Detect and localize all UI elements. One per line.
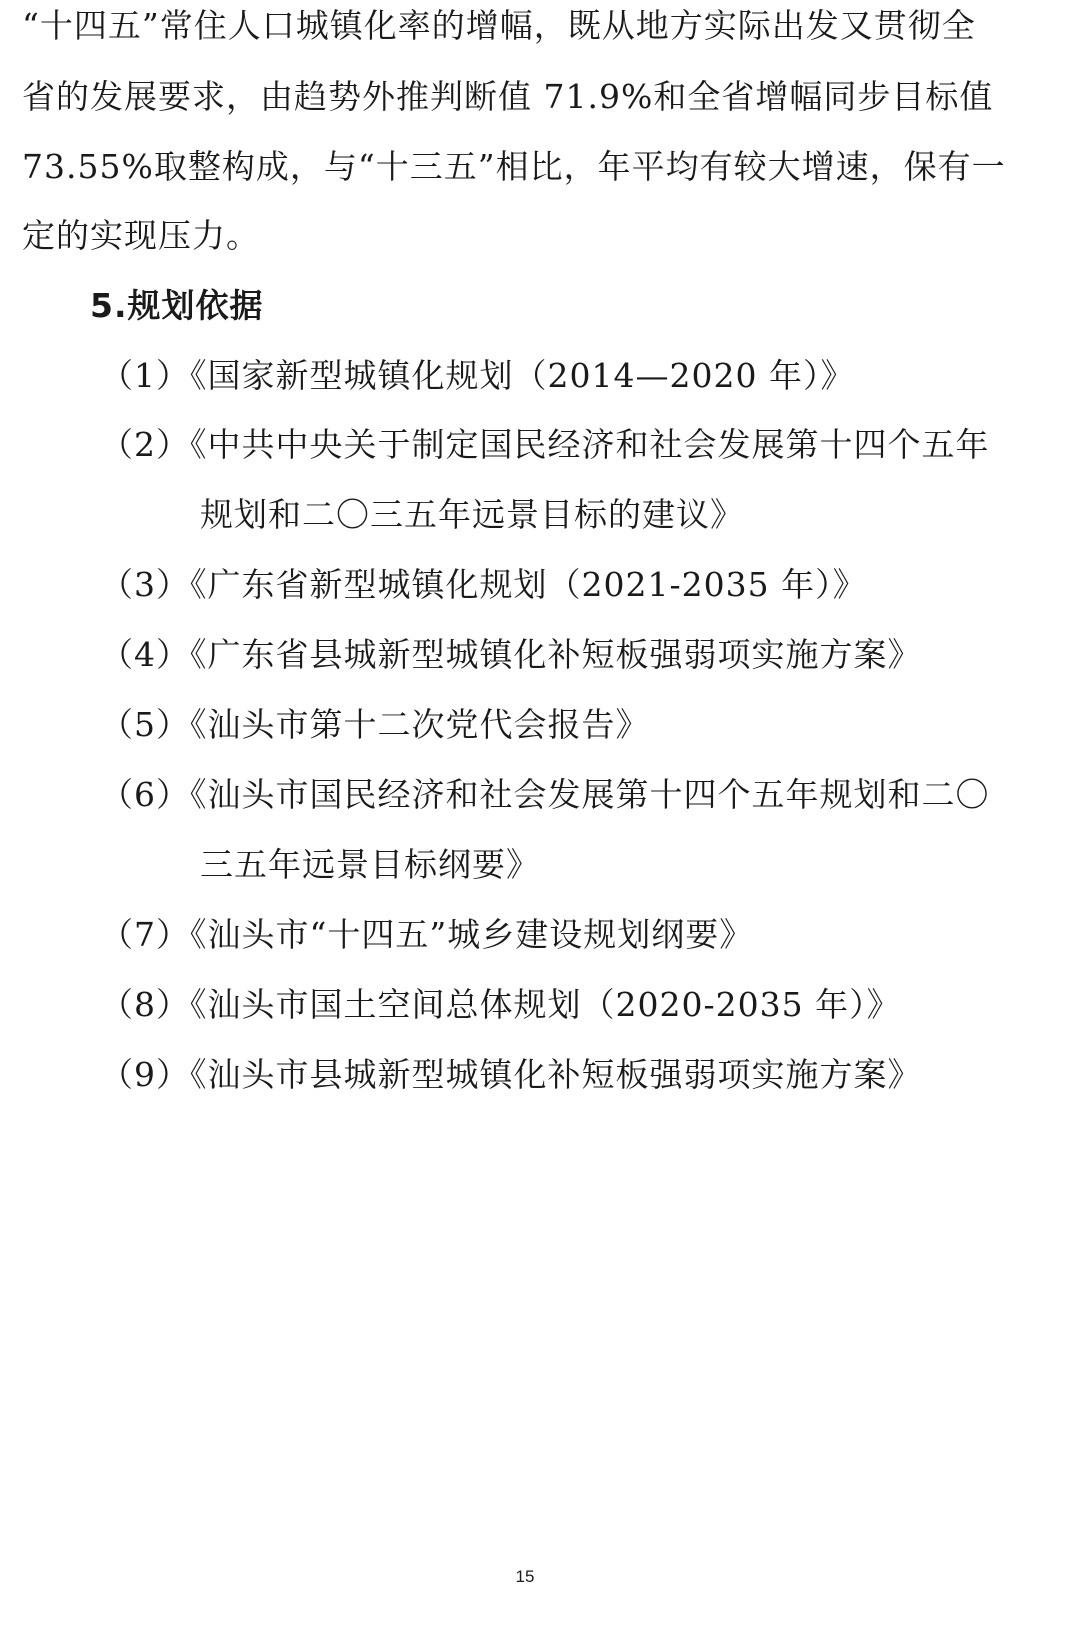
reference-item-1: （1）《国家新型城镇化规划（2014—2020 年）》 [100,356,855,395]
paragraph-line: 73.55%取整构成，与“十三五”相比，年平均有较大增速，保有一 [22,147,1006,186]
reference-item-7: （7）《汕头市“十四五”城乡建设规划纲要》 [100,915,754,954]
reference-item-4: （4）《广东省县城新型城镇化补短板强弱项实施方案》 [100,635,922,674]
reference-item-6-continuation: 三五年远景目标纲要》 [200,845,540,884]
reference-item-9: （9）《汕头市县城新型城镇化补短板强弱项实施方案》 [100,1055,922,1094]
reference-item-8: （8）《汕头市国土空间总体规划（2020-2035 年）》 [100,985,901,1024]
paragraph-line: “十四五”常住人口城镇化率的增幅，既从地方实际出发又贯彻全 [22,6,976,45]
section-heading: 5.规划依据 [90,286,264,325]
paragraph-line: 省的发展要求，由趋势外推判断值 71.9%和全省增幅同步目标值 [22,77,994,116]
reference-item-3: （3）《广东省新型城镇化规划（2021-2035 年）》 [100,565,867,604]
reference-item-6: （6）《汕头市国民经济和社会发展第十四个五年规划和二〇 [100,775,990,814]
reference-item-2-continuation: 规划和二〇三五年远景目标的建议》 [200,495,744,534]
paragraph-line: 定的实现压力。 [22,216,260,255]
reference-item-5: （5）《汕头市第十二次党代会报告》 [100,705,650,744]
page-number: 15 [515,1567,535,1586]
reference-item-2: （2）《中共中央关于制定国民经济和社会发展第十四个五年 [100,425,990,464]
